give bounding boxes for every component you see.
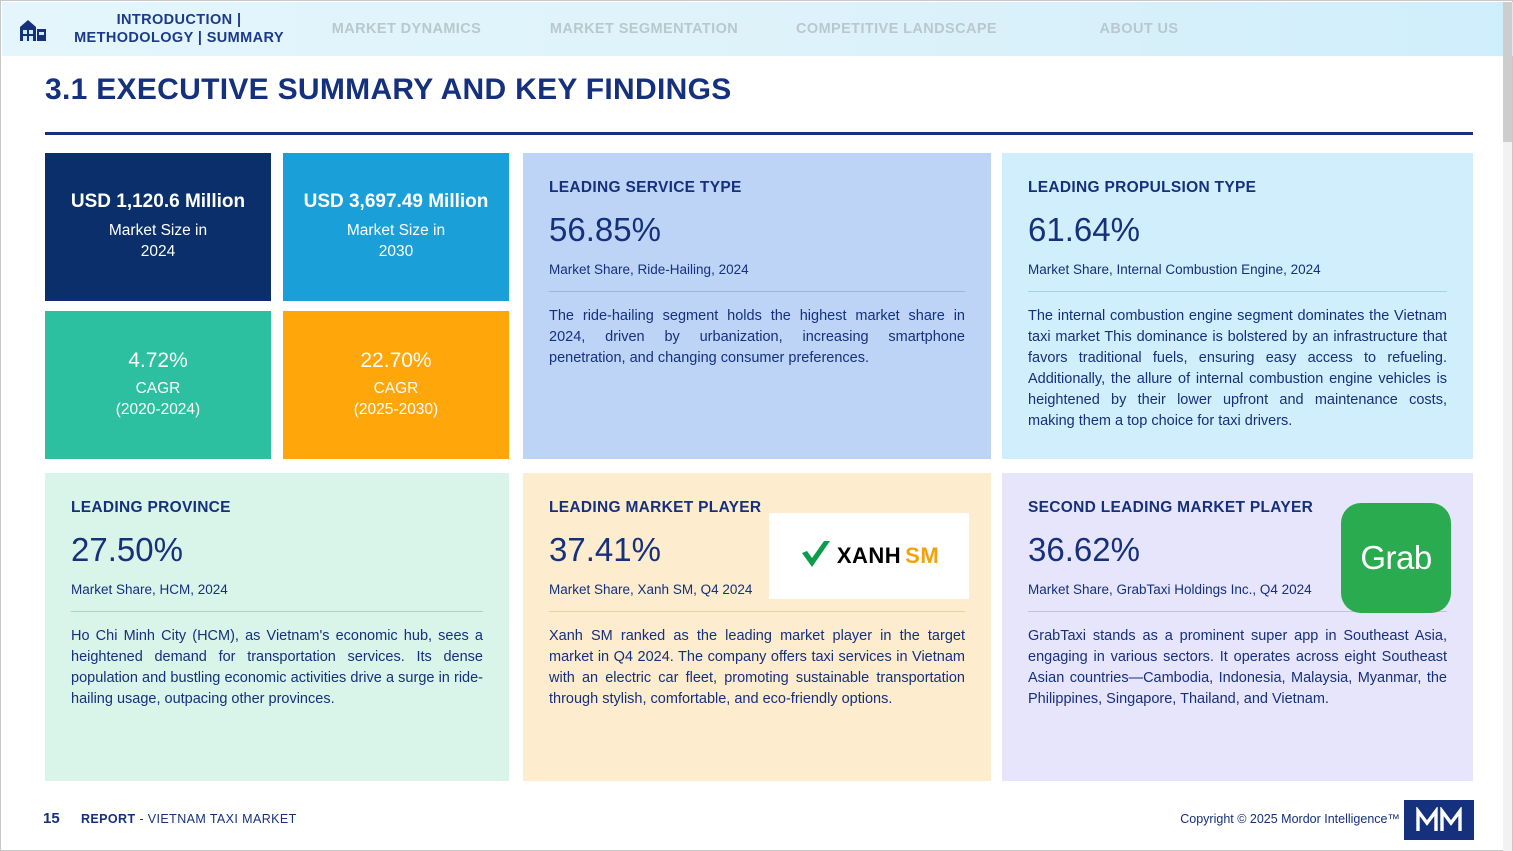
kpi-value: 22.70% [360,349,432,373]
card-body: Xanh SM ranked as the leading market player in the target market in Q4 2024. The company offers taxi services in Vietnam with an electric car fleet, promoting sustainable transportation through stylish, comfortable, and eco-friendly options. [549,628,965,708]
page-number: 15 [43,810,60,827]
card-body: Ho Chi Minh City (HCM), as Vietnam's economic hub, sees a heightened demand for transportation services. Its dense population and bustling economic activities drive a surge in ride-hailing usage, outpacing other provinces. [71,628,483,708]
card-body: The ride-hailing segment holds the highest market share in 2024, driven by urbanization, increasing smartphone penetration, and changing consumer preferences. [549,308,965,367]
nav-items [64,2,1513,56]
scrollbar-thumb[interactable] [1503,2,1512,142]
kpi-label-line2: 2030 [378,243,414,260]
card-heading: LEADING SERVICE TYPE [549,179,742,196]
kpi-market-size-2030 [283,153,509,301]
card-body: The internal combustion engine segment dominates the Vietnam taxi market This dominance is bolstered by an infrastructure that favors traditional fuels, ensuring easy access to refueling. Additionally, the allure of internal combustion engine vehicles is heightened by their lower upfront and maintenance costs, making them a top choice for taxi drivers. [1028,308,1447,430]
kpi-label-line1: CAGR [135,380,181,398]
card-divider [71,611,483,612]
card-divider [549,291,965,292]
card-body: GrabTaxi stands as a prominent super app in Southeast Asia, engaging in various sectors. It operates across eight Southeast Asian countries—Cambodia, Indonesia, Malaysia, Myanmar, the Philippines, Singapore, Thailand, and Vietnam. [1028,628,1447,708]
nav-item-market-segmentation[interactable]: MARKET SEGMENTATION [549,20,739,37]
brand-logo[interactable] [2,2,64,56]
kpi-and-cards-row-1 [45,153,1473,463]
nav-item-introduction[interactable]: INTRODUCTION | METHODOLOGY | SUMMARY [74,11,284,46]
kpi-market-size-2024 [45,153,271,301]
card-heading: LEADING MARKET PLAYER [549,499,762,516]
card-divider [1028,291,1447,292]
nav-item-competitive-landscape[interactable]: COMPETITIVE LANDSCAPE [796,20,997,37]
card-caption: Market Share, GrabTaxi Holdings Inc., Q4 2024 [1028,582,1312,597]
card-leading-propulsion-type [1002,153,1473,459]
footer-report-name: - VIETNAM TAXI MARKET [139,812,297,826]
card-caption: Market Share, HCM, 2024 [71,582,228,597]
xanh-logo-text-primary: XANH [836,543,902,568]
card-heading: SECOND LEADING MARKET PLAYER [1028,499,1314,516]
card-second-leading-market-player [1002,473,1473,781]
kpi-label-line1: Market Size in [346,222,446,240]
card-divider [549,611,965,612]
kpi-label-line2: 2024 [140,243,176,260]
card-leading-market-player [523,473,991,781]
card-caption: Market Share, Xanh SM, Q4 2024 [549,582,753,597]
nav-item-about-us[interactable]: ABOUT US [1099,20,1179,37]
page-title: 3.1 EXECUTIVE SUMMARY AND KEY FINDINGS [45,73,732,106]
card-percent: 27.50% [71,531,183,568]
grab-logo-text: Grab [1360,539,1432,576]
card-leading-service-type [523,153,991,459]
kpi-label-line1: CAGR [373,380,419,398]
top-navigation-bar [2,2,1513,56]
card-percent: 36.62% [1028,531,1140,568]
nav-item-market-dynamics[interactable]: MARKET DYNAMICS [331,20,482,37]
page-footer [1,800,1512,840]
kpi-cagr-forecast [283,311,509,459]
kpi-value: 4.72% [128,349,188,373]
card-leading-province [45,473,509,781]
footer-copyright: Copyright © 2025 Mordor Intelligence™ [1180,812,1400,826]
cards-row-2 [45,473,1473,783]
footer-report-label [81,812,297,826]
kpi-label-line1: Market Size in [108,222,208,240]
check-mark-icon [799,539,833,573]
title-divider [45,132,1473,135]
card-heading: LEADING PROVINCE [71,499,231,516]
grab-logo [1341,503,1451,613]
card-percent: 61.64% [1028,211,1140,248]
kpi-value: USD 3,697.49 Million [303,191,489,213]
kpi-cagr-historic [45,311,271,459]
xanh-logo-text-secondary: SM [905,543,940,568]
vertical-scrollbar[interactable] [1503,2,1512,851]
kpi-label-line2: (2025-2030) [353,401,439,418]
kpi-label-line2: (2020-2024) [115,401,201,418]
mordor-intelligence-logo [1404,800,1474,840]
card-percent: 56.85% [549,211,661,248]
card-percent: 37.41% [549,531,661,568]
card-heading: LEADING PROPULSION TYPE [1028,179,1257,196]
card-caption: Market Share, Internal Combustion Engine, 2024 [1028,262,1321,277]
card-caption: Market Share, Ride-Hailing, 2024 [549,262,749,277]
kpi-value: USD 1,120.6 Million [70,191,246,213]
mordor-building-icon [18,15,48,43]
xanh-sm-logo [769,513,969,599]
footer-report-prefix: REPORT [81,812,136,826]
